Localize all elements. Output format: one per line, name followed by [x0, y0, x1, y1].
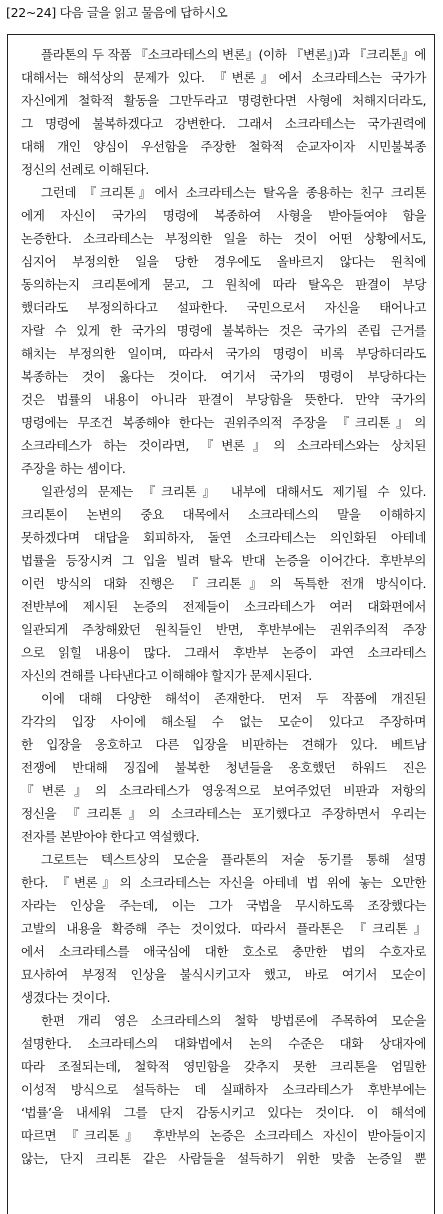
passage-body [8, 43, 434, 1170]
passage-line: 각각의 입장 사이에 해소될 수 없는 모순이 있다고 주장하며 [21, 714, 426, 729]
passage-line: 소크라테스가 하는 것이라면, 『변론』의 소크라테스와는 상치된 [21, 438, 426, 453]
passage-line: 한편 개리 영은 소크라테스의 철학 방법론에 주목하여 모순을 [41, 1013, 426, 1028]
passage-line: 정신을 『크리톤』의 소크라테스는 포기했다고 주장하면서 우리는 [21, 806, 426, 821]
passage-line: 해치는 부정의한 일이며, 따라서 국가의 명령이 비록 부당하더라도 [21, 346, 426, 361]
passage-line: 심지어 부정의한 일을 당한 경우에도 올바르지 않다는 원칙에 [21, 254, 426, 269]
passage-line: 그로트는 텍스트상의 모순을 플라톤의 저술 동기를 통해 설명 [41, 852, 426, 867]
passage-line: 일관되게 주창해왔던 원칙들인 반면, 후반부에는 권위주의적 주장 [21, 622, 426, 637]
passage-box [7, 34, 435, 1214]
passage-line: 이에 대해 다양한 해석이 존재한다. 먼저 두 작품에 개진된 [41, 691, 426, 706]
passage-line: 그 명령에 불복하겠다고 강변한다. 그래서 소크라테스는 국가권력에 [21, 116, 426, 131]
passage-line: 동의하는지 크리톤에게 묻고, 그 원칙에 따라 탈옥은 판결이 부당 [21, 277, 426, 292]
passage-line: 생겼다는 것이다. [21, 990, 111, 1005]
passage-line: 『변론』의 소크라테스가 영웅적으로 보여주었던 비판과 저항의 [21, 783, 426, 798]
passage-line: 크리톤이 논변의 중요 대목에서 소크라테스의 말을 이해하지 [21, 507, 426, 522]
passage-line: 자랄 수 있게 한 국가의 명령에 불복하는 것은 국가의 존립 근거를 [21, 323, 426, 338]
passage-line: 것은 법률의 내용이 아니라 판결이 부당함을 뜻한다. 만약 국가의 [21, 392, 426, 407]
passage-line: 에서 소크라테스를 애국심에 대한 호소로 충만한 법의 수호자로 [21, 944, 426, 959]
passage-line: 전반부에 제시된 논증의 전제들이 소크라테스가 여러 대화편에서 [21, 599, 426, 614]
passage-line: 전쟁에 반대해 징집에 불복한 청년들을 옹호했던 하워드 진은 [21, 760, 426, 775]
passage-line: 플라톤의 두 작품 『소크라테스의 변론』(이하 『변론』)과 『크리톤』에 [41, 47, 426, 62]
passage-line: 자신의 견해를 나타낸다고 이해해야 할지가 문제시된다. [21, 668, 312, 683]
passage-line: 했더라도 부정의하다고 설파한다. 국민으로서 자신을 태어나고 [21, 300, 426, 315]
passage-line: 못하겠다며 대답을 회피하자, 돌연 소크라테스는 의인화된 아테네 [21, 530, 426, 545]
passage-line: 일관성의 문제는 『크리톤』 내부에 대해서도 제기될 수 있다. [41, 484, 426, 499]
passage-line: 그런데 『크리톤』에서 소크라테스는 탈옥을 종용하는 친구 크리톤 [41, 185, 426, 200]
passage-line: 전자를 본받아야 한다고 역설했다. [21, 829, 200, 844]
passage-line: 않는, 단지 크리톤 같은 사람들을 설득하기 위한 맞춤 논증일 뿐 [21, 1151, 426, 1166]
passage-line: 주장을 하는 셈이다. [21, 461, 126, 476]
passage-line: 논증한다. 소크라테스는 부정의한 일을 하는 것이 어떤 상황에서도, [21, 231, 426, 246]
question-header: [22~24] 다음 글을 읽고 물음에 답하시오 [6, 5, 228, 20]
passage-line: 대해 개인 양심이 우선함을 주장한 철학적 순교자이자 시민불복종 [21, 139, 426, 154]
passage-line: 정신의 선례로 이해된다. [21, 162, 149, 177]
passage-line: 한 입장을 옹호하고 다른 입장을 비판하는 견해가 있다. 베트남 [21, 737, 426, 752]
passage-line: 따라 조절되는데, 철학적 영민함을 갖추지 못한 크리톤을 엄밀한 [21, 1059, 426, 1074]
passage-line: 이성적 방식으로 설득하는 데 실패하자 소크라테스가 후반부에는 [21, 1082, 426, 1097]
passage-line: 복종하는 것이 옳다는 것이다. 여기서 국가의 명령이 부당하다는 [21, 369, 426, 384]
passage-line: 명령에는 무조건 복종해야 한다는 권위주의적 주장을 『크리톤』의 [21, 415, 426, 430]
passage-line: 자신에게 철학적 활동을 그만두라고 명령한다면 사형에 처해지더라도, [21, 93, 426, 108]
passage-line: 에게 자신이 국가의 명령에 복종하여 사형을 받아들여야 함을 [21, 208, 426, 223]
passage-line: 한다. 『변론』의 소크라테스는 자신을 아테네 법 위에 놓는 오만한 [21, 875, 426, 890]
passage-line: 묘사하여 부정적 인상을 불식시키고자 했고, 바로 여기서 모순이 [21, 967, 426, 982]
passage-line: 이런 방식의 대화 진행은 『크리톤』의 독특한 전개 방식이다. [21, 576, 426, 591]
passage-line: 따르면 『크리톤』 후반부의 논증은 소크라테스 자신이 받아들이지 [21, 1128, 426, 1143]
passage-line: 고발의 내용을 확증해 주는 것이었다. 따라서 플라톤은 『크리톤』 [21, 921, 426, 936]
passage-line: 법률을 등장시켜 그 입을 빌려 탈옥 반대 논증을 이어간다. 후반부의 [21, 553, 426, 568]
passage-line: 대해서는 해석상의 문제가 있다. 『변론』에서 소크라테스는 국가가 [21, 70, 426, 85]
passage-line: 으로 읽힐 내용이 많다. 그래서 후반부 논증이 과연 소크라테스 [21, 645, 426, 660]
passage-line: 자라는 인상을 주는데, 이는 그가 국법을 무시하도록 조장했다는 [21, 898, 426, 913]
passage-line: 설명한다. 소크라테스의 대화법에서 논의 수준은 대화 상대자에 [21, 1036, 426, 1051]
passage-line: ‘법률’을 내세워 그를 단지 감동시키고 있다는 것이다. 이 해석에 [21, 1105, 426, 1120]
